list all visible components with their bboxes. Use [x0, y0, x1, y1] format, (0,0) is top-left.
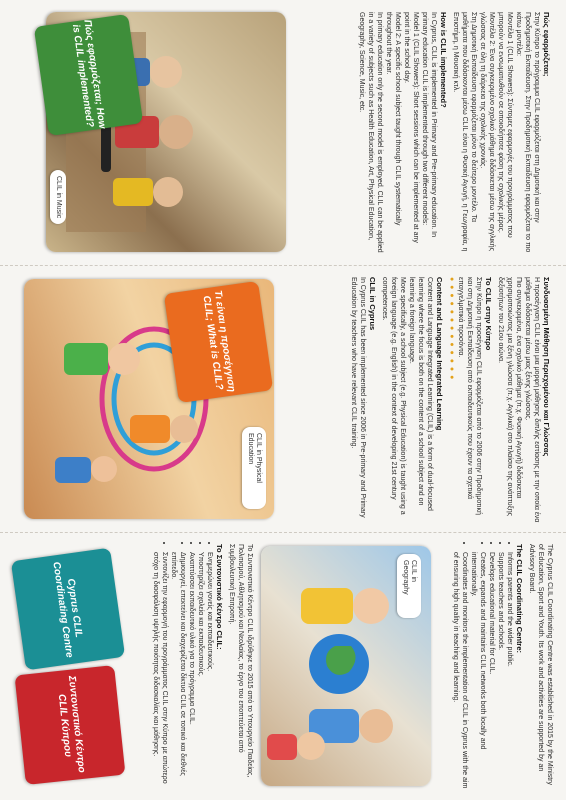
centre-en-item: • Creates, expands and maintains CLIL networks both locally and internationally.: [469, 552, 487, 790]
impl-gr-heading: Πώς εφαρμόζεται;: [542, 12, 551, 77]
music-tag: [50, 170, 66, 224]
implementation-text: [357, 12, 554, 254]
impl-en-model2: Model 2: A specific school subject taught through CLIL systematically throughout the year.: [385, 12, 401, 226]
centre-gr-list: [151, 552, 214, 790]
centre-gr-item: • Δημιουργεί, επεκτείνει και διαχειρίζεται δίκτυα CLIL σε τοπικό και διεθνές επίπεδο.: [169, 552, 187, 790]
centre-gr-item: • Υποστηρίζει σχολεία και εκπαιδευτικούς.: [196, 552, 205, 790]
centre-gr-item: • Συντονίζει την εφαρμογή του προγράμματος CLIL στην Κύπρο με απώτερο στόχο τη διασφάλιση υψηλής ποιότητας διδασκαλίας και μάθησης.: [151, 552, 169, 790]
panel-what-is-clil: [0, 267, 566, 533]
puzzle-how-implemented: [34, 14, 143, 136]
centre-en-item: • Develops educational material for CLIL.: [487, 552, 496, 790]
impl-gr-text: Στην Κύπρο το πρόγραμμα CLIL εφαρμόζεται στη Δημοτική και στην Προδημοτική Εκπαίδευση. Στην Προδημοτική Εκπαίδευση εφαρμόζεται το πιο κάτω μοντέλο:: [515, 12, 540, 253]
what-is-text: [349, 277, 554, 523]
centre-en-heading: The CLIL Coordinating Centre:: [515, 544, 524, 654]
centre-gr-item: • Ενημερώνει γονείς και εκπαιδευτικούς.: [205, 552, 214, 790]
puzzle-how-text: Πώς εφαρμόζεται; How is CLIL implemented?: [70, 18, 109, 130]
centre-en-item: • Supports teachers and schools.: [496, 552, 505, 790]
centre-en-intro: The Cyprus CLIL Coordinating Centre was established in 2015 by the Ministry of Education, Sport and Youth. Its work and activities are supported by an Advisory Board.: [528, 544, 553, 785]
what-gr-text1: Η προσέγγιση CLIL είναι μια μορφή μάθησης διπλής εστίασης με την οποία ένα μάθημα διδάσκεται μέσω μιας ξένης γλώσσας.: [524, 277, 540, 523]
what-en-text2: More specifically, a school subject (e.g. Physical Education) is taught using a foreign language (e.g. English) in the context of developing 21st century competences.: [381, 277, 406, 515]
what-en-cy-heading: CLIL in Cyprus: [368, 277, 377, 331]
impl-gr-model2: Μοντέλο 2: Ένα συγκεκριμένο σχολικό μάθημα διδάσκεται μέσω της αγγλικής γλώσσας σε όλη τη διάρκεια της σχολικής χρονιάς.: [479, 12, 495, 251]
impl-en-heading: How is CLIL implemented?: [439, 12, 448, 108]
what-en-text1: Content and Language Integrated Learning (CLIL) is a form of dual-focused learning where the focus is both on the content of a school subject and on learning a foreign language.: [408, 277, 433, 511]
impl-gr-text2: Στη Δημοτική Εκπαίδευση εφαρμόζεται μόνο το δεύτερο μοντέλο. Τα μαθήματα που διδάσκονται μέσω CLIL είναι η Φυσική Αγωγή, η Γεωγραφία, η Επιστήμη, η Μουσική κτλ.: [452, 12, 477, 252]
puzzle-what-text: Τι είναι η προσέγγιση CLIL; What is CLIL?: [200, 289, 238, 393]
impl-en-text2: In primary education only the second model is employed. CLIL can be applied in a variety of subjects such as Health Education, Art, Physical Education, Geography, Science, Music, etc.: [358, 12, 383, 253]
geography-tag: [397, 554, 421, 618]
what-gr-cy-text: Στην Κύπρο η προσέγγιση CLIL εφαρμόζεται από το 2006 στην Προδημοτική και στη Δημοτική Εκπαίδευση από εκπαιδευτικούς που έχουν τα σχετικά επαγγελματικά προσόντα.: [457, 277, 482, 515]
centre-gr-intro: Το Συντονιστικό Κέντρο CLIL ιδρύθηκε το 2015 από το Υπουργείο Παιδείας, Πολιτισμού, Αθλητισμού και Νεολαίας, το έργο του εποπτεύεται από Συμβουλευτική Επιτροπή.: [228, 544, 253, 778]
what-en-heading: Content and Language Integrated Learning: [435, 277, 444, 431]
centre-gr-item: • Αναπτύσσει εκπαιδευτικό υλικό για το πρόγραμμα CLIL.: [187, 552, 196, 790]
pe-tag: [242, 427, 266, 509]
puzzle-kentro: [15, 665, 126, 785]
centre-en-item: • Informs parents and the wider public.: [505, 552, 514, 790]
what-gr-text2: Πιο συγκεκριμένα, ένα σχολικό μάθημα (π.χ. Φυσική Αγωγή) διδάσκεται χρησιμοποιώντας μια ξένη γλώσσα (π.χ. Αγγλικά) στο πλαίσιο της ανάπτυξης δεξιοτήτων του 21ου αιώνα.: [497, 277, 522, 516]
panel-implementation: [0, 0, 566, 266]
impl-en-model1: Model 1 (CLIL Showers): Short sessions which can be implemented at any point in the school day.: [403, 12, 419, 243]
centre-en-list: [451, 552, 514, 790]
geo-tag-label: CLIL in Geography: [402, 560, 417, 595]
puzzle-what-is: [164, 281, 273, 403]
impl-en-text: In Cyprus, CLIL is implemented in Primary and Pre-primary education. In primary education CLIL is implemented through two different models:: [421, 12, 437, 237]
what-gr-cy-heading: Το CLIL στην Κύπρο: [484, 277, 493, 351]
music-tag-label: CLIL in Music: [55, 176, 62, 219]
what-en-cy-text: In Cyprus CLIL has been implemented since 2006 in Pre-primary and Primary Education by teachers who have relevant CLIL training.: [350, 277, 366, 518]
puzzle-teal-text: Cyprus CLIL Coordinating Centre: [50, 561, 85, 659]
impl-gr-model1: Μοντέλο 1 (CLIL Showers): Σύντομες εφαρμογές του προγράμματος που μπορούν να ενσωματωθούν σε οποιοδήποτε φάση της σχολικής μέρας.: [497, 12, 513, 238]
centre-text: [449, 544, 554, 790]
pe-tag-label: CLIL in Physical Education: [247, 433, 262, 483]
centre-gr-heading: Το Συντονιστικό Κέντρο CLIL:: [215, 544, 224, 650]
panel-coordinating-centre: [0, 534, 566, 800]
divider-dots: ● ● ● ● ● ● ● ● ● ● ● ● ●: [448, 277, 455, 381]
what-gr-heading: Συνδυασμένη Μάθηση Περιεχομένου και Γλώσσας: [542, 277, 551, 457]
centre-gr-text: [149, 544, 254, 790]
centre-en-item: • Coordinates and monitors the implementation of CLIL in Cyprus with the aim of ensuring high quality in teaching and learning.: [451, 552, 469, 790]
puzzle-coordinating-centre: [11, 548, 125, 671]
puzzle-red-text: Συντονιστικό Κέντρο CLIL Κύπρου: [55, 675, 88, 774]
